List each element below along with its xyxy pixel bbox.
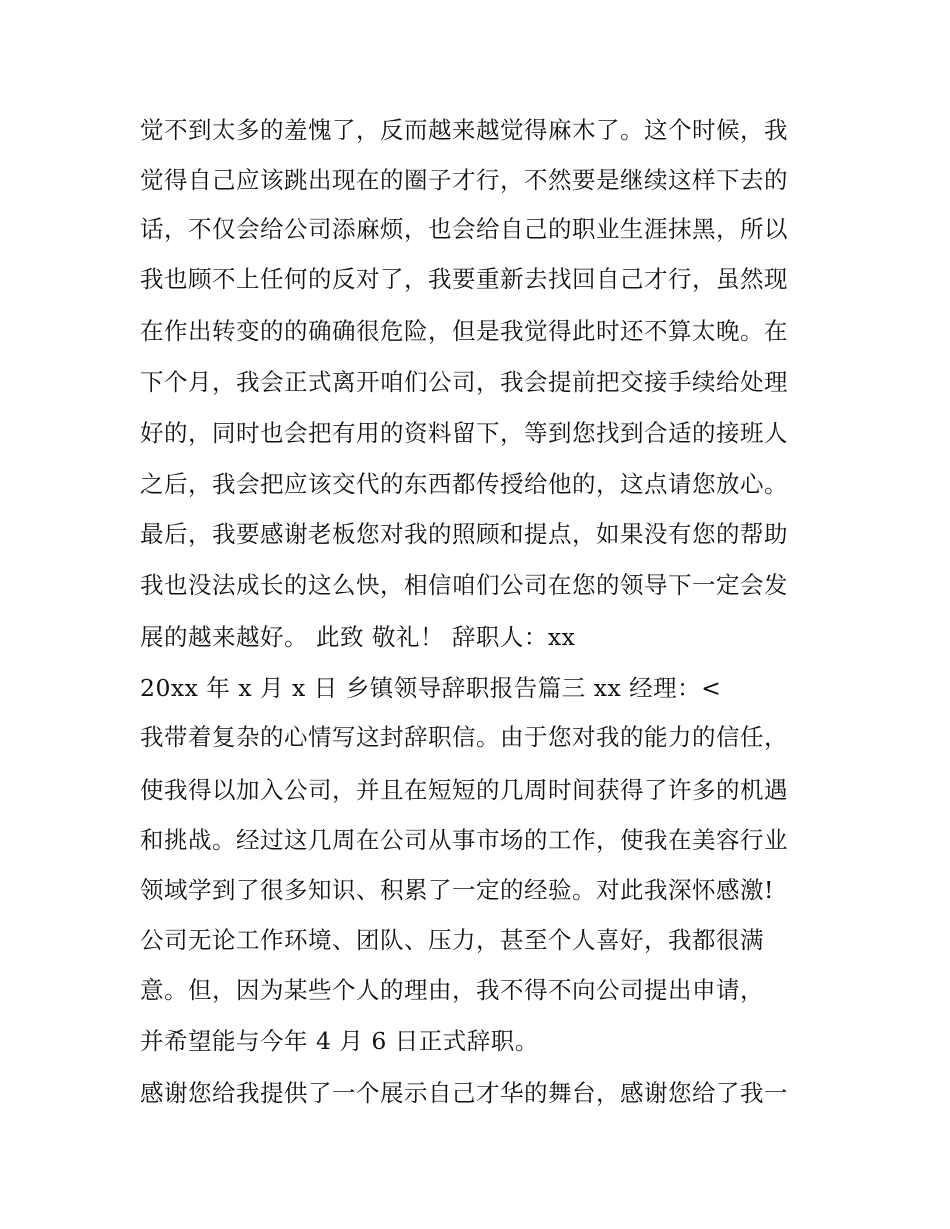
text-line: 20xx 年 x 月 x 日 乡镇领导辞职报告篇三 xx 经理：<	[140, 674, 722, 702]
text-line: 使我得以加入公司，并且在短短的几周时间获得了许多的机遇	[140, 776, 788, 804]
text-line: 我也没法成长的这么快，相信咱们公司在您的领导下一定会发	[140, 571, 788, 599]
text-line: 并希望能与今年 4 月 6 日正式辞职。	[140, 1027, 539, 1055]
text-line: 感谢您给我提供了一个展示自己才华的舞台，感谢您给了我一	[140, 1079, 788, 1107]
text-line: 和挑战。经过这几周在公司从事市场的工作，使我在美容行业	[140, 826, 788, 854]
text-line: 觉不到太多的羞愧了，反而越来越觉得麻木了。这个时候，我	[140, 116, 788, 144]
text-line: 公司无论工作环境、团队、压力，甚至个人喜好，我都很满	[140, 926, 764, 954]
text-line: 展的越来越好。 此致 敬礼！ 辞职人：xx	[140, 623, 576, 651]
text-line: 下个月，我会正式离开咱们公司，我会提前把交接手续给处理	[140, 368, 788, 396]
text-line: 领域学到了很多知识、积累了一定的经验。对此我深怀感激!	[140, 876, 774, 904]
text-line: 觉得自己应该跳出现在的圈子才行，不然要是继续这样下去的	[140, 166, 788, 194]
text-line: 我带着复杂的心情写这封辞职信。由于您对我的能力的信任，	[140, 723, 788, 751]
text-line: 好的，同时也会把有用的资料留下，等到您找到合适的接班人	[140, 419, 788, 447]
text-line: 之后，我会把应该交代的东西都传授给他的，这点请您放心。	[140, 470, 788, 498]
text-line: 话，不仅会给公司添麻烦，也会给自己的职业生涯抹黑，所以	[140, 215, 788, 243]
text-line: 我也顾不上任何的反对了，我要重新去找回自己才行，虽然现	[140, 265, 788, 293]
text-line: 在作出转变的的确确很危险，但是我觉得此时还不算太晚。在	[140, 317, 788, 345]
text-line: 最后，我要感谢老板您对我的照顾和提点，如果没有您的帮助	[140, 520, 788, 548]
text-line: 意。但，因为某些个人的理由，我不得不向公司提出申请，	[140, 976, 764, 1004]
